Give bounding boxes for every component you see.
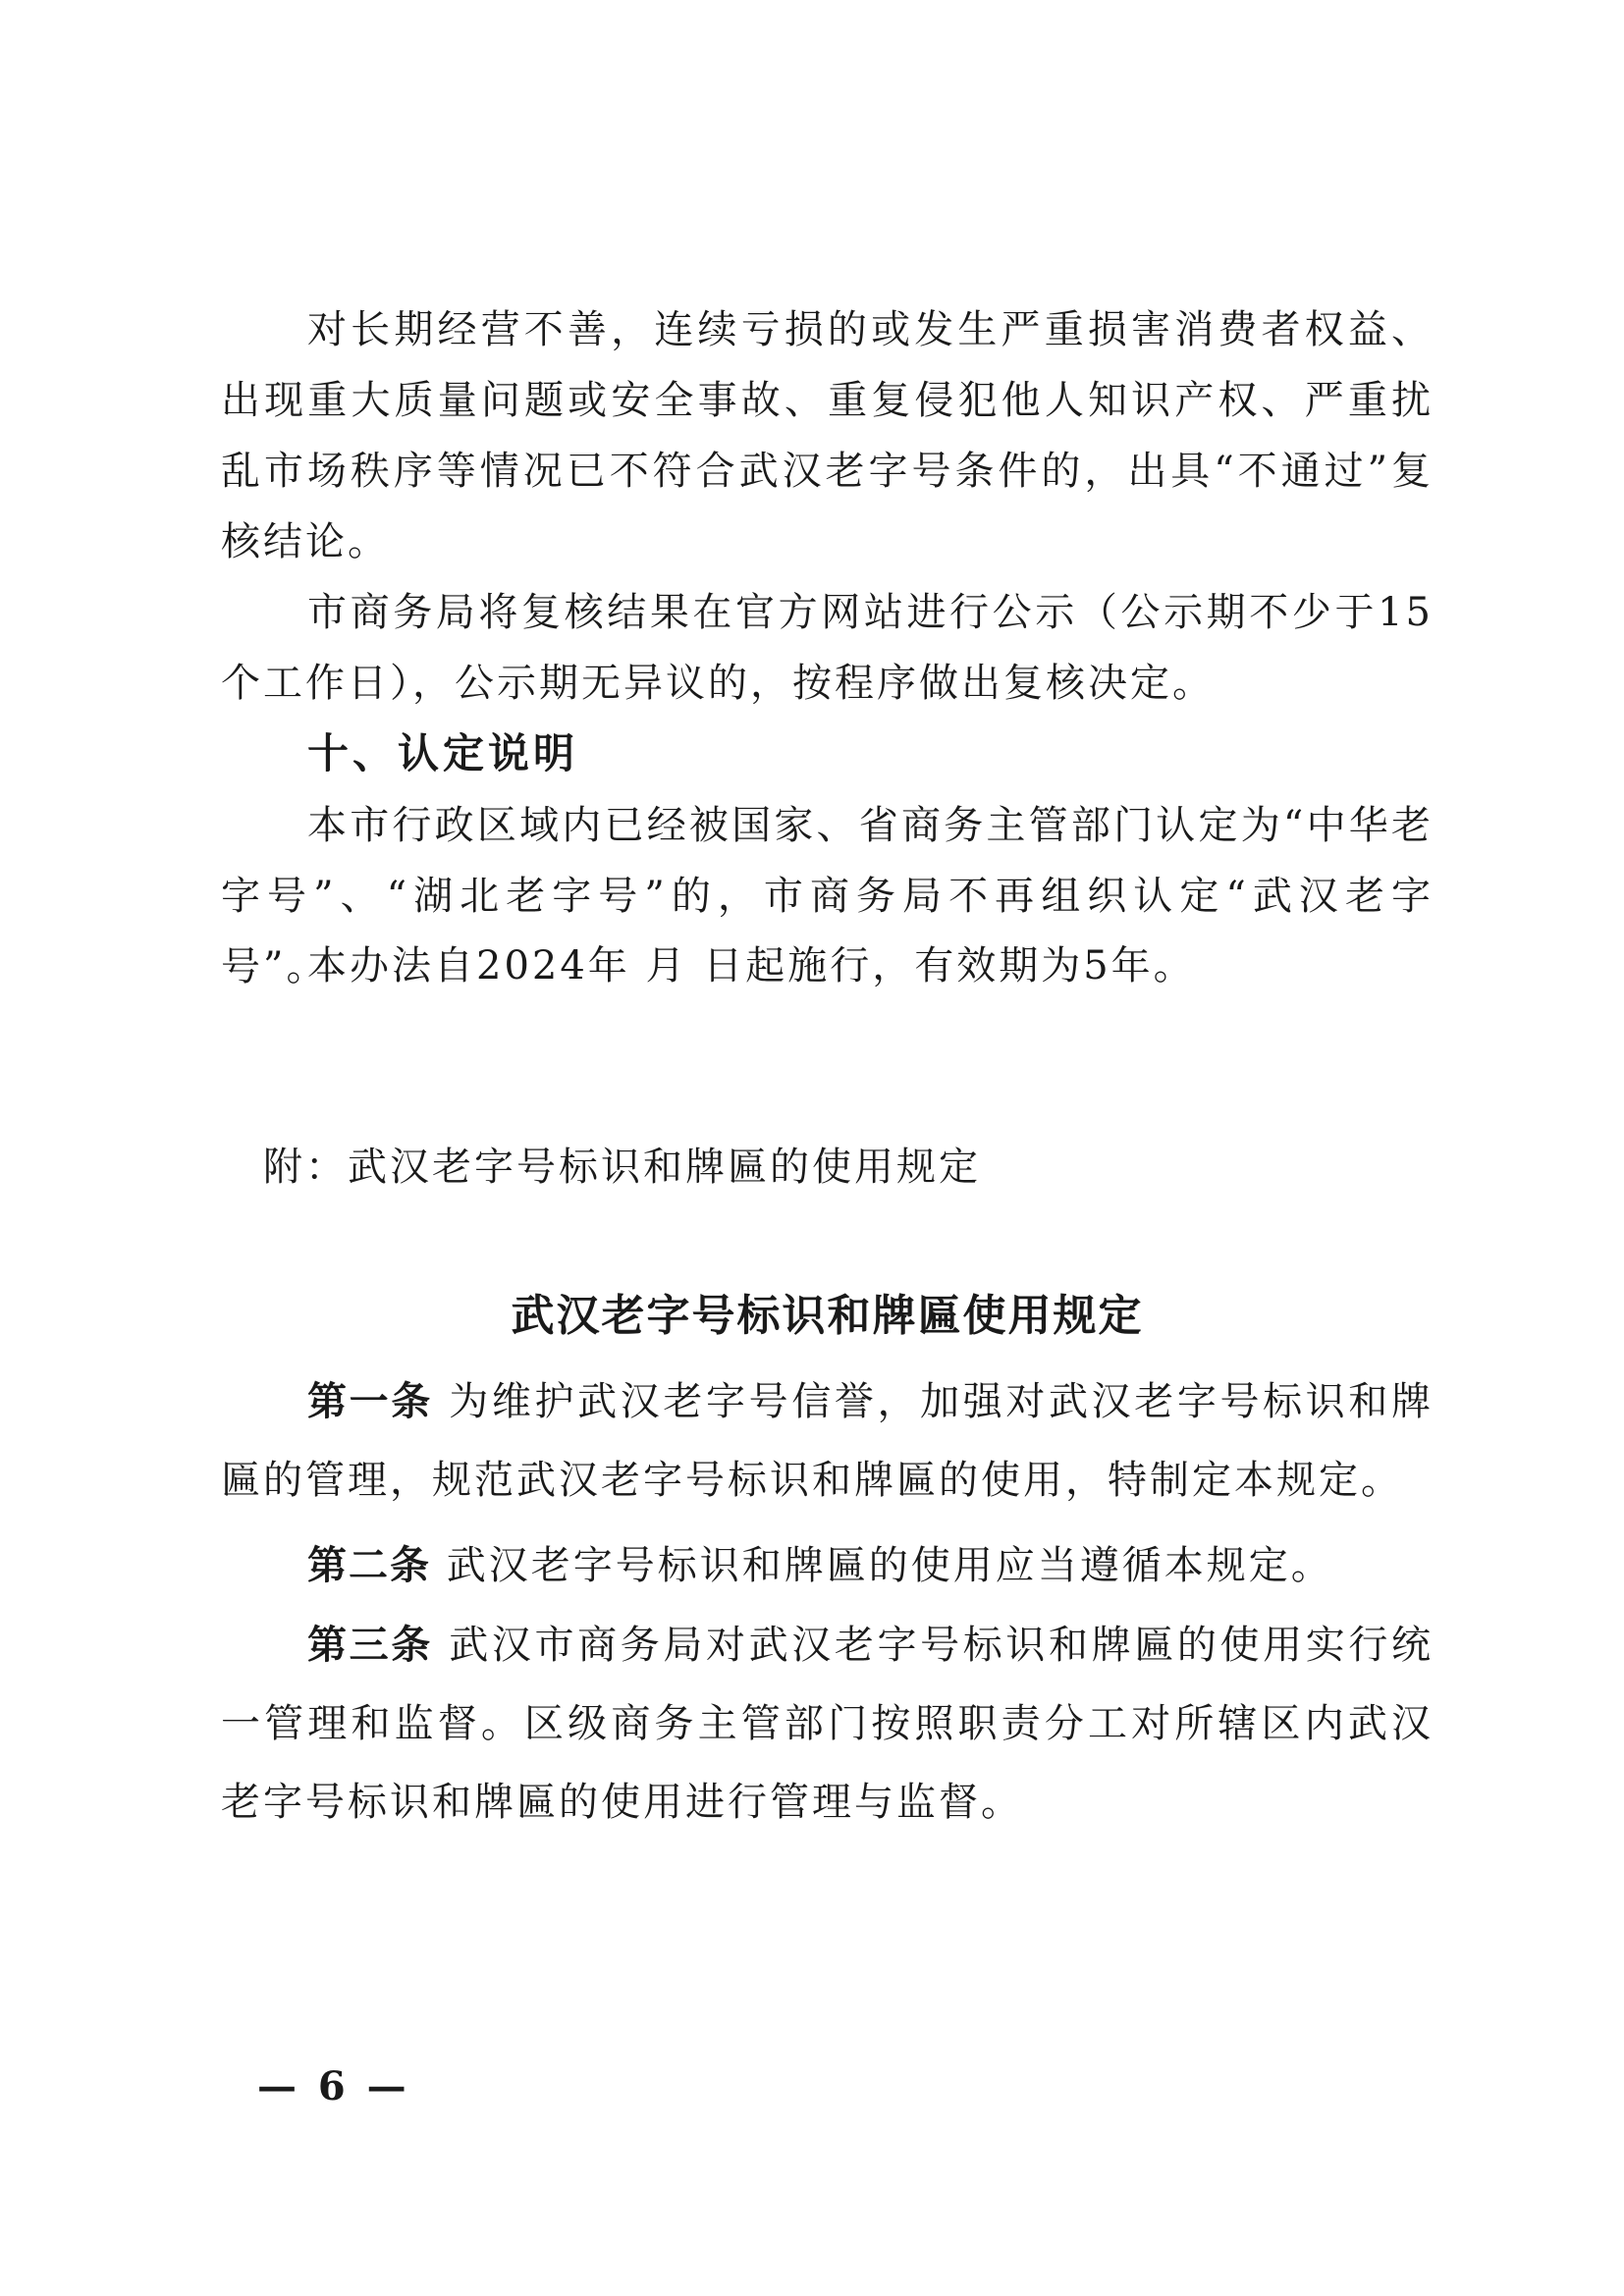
article-3 [221, 1606, 1434, 1842]
paragraph-publicity: 市商务局将复核结果在官方网站进行公示（公示期不少于15个工作日），公示期无异议的，按程序做出复核决定。 [221, 590, 1434, 706]
article-3-label: 第三条 [307, 1623, 433, 1668]
article-1-text: 为维护武汉老字号信誉，加强对武汉老字号标识和牌匾的管理，规范武汉老字号标识和牌匾的使用，特制定本规定。 [221, 1379, 1435, 1503]
rules-title: 武汉老字号标识和牌匾使用规定 [511, 1291, 1144, 1341]
article-3-text: 武汉市商务局对武汉老字号标识和牌匾的使用实行统一管理和监督。区级商务主管部门按照职责分工对所辖区内武汉老字号标识和牌匾的使用进行管理与监督。 [221, 1623, 1435, 1825]
article-2 [221, 1526, 1434, 1605]
article-1-label: 第一条 [307, 1379, 433, 1424]
section-heading-recognition-notes: 十、认定说明 [307, 729, 579, 777]
paragraph-national-provincial: 本市行政区域内已经被国家、省商务主管部门认定为“中华老字号”、“湖北老字号”的，市商务局不再组织认定“武汉老字号”。 [221, 803, 1434, 989]
attachment-note: 附：武汉老字号标识和牌匾的使用规定 [263, 1145, 981, 1190]
paragraph-effective-date: 本办法自2024年 月 日起施行，有效期为5年。 [307, 943, 1196, 988]
article-1 [221, 1362, 1434, 1520]
article-2-text: 武汉老字号标识和牌匾的使用应当遵循本规定。 [431, 1543, 1333, 1588]
page-number: — 6 — [257, 2063, 410, 2109]
article-2-label: 第二条 [307, 1543, 431, 1588]
paragraph-review-failure: 对长期经营不善，连续亏损的或发生严重损害消费者权益、出现重大质量问题或安全事故、重复侵犯他人知识产权、严重扰乱市场秩序等情况已不符合武汉老字号条件的，出具“不通过”复核结论。 [221, 307, 1434, 564]
